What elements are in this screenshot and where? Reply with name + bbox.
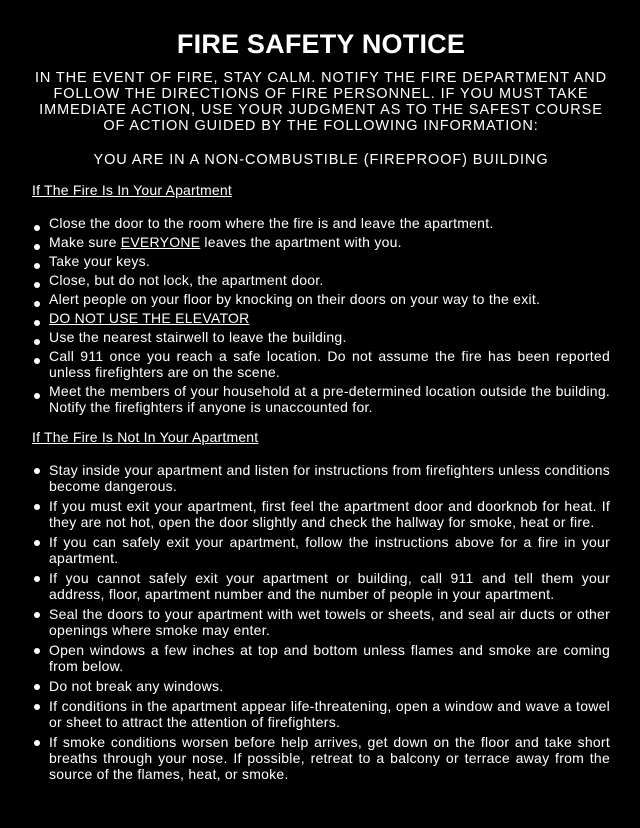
list-item: If smoke conditions worsen before help arrives, get down on the floor and take short breaths through your nose. If possible, retreat to a balcony or terrace away from the source of the flames, heat, or smoke.: [32, 734, 610, 782]
list-item: If you can safely exit your apartment, follow the instructions above for a fire in your apartment.: [32, 534, 610, 566]
notice-title: FIRE SAFETY NOTICE: [176, 29, 466, 59]
list-item: DO NOT USE THE ELEVATOR: [32, 310, 610, 326]
list-item: Use the nearest stairwell to leave the building.: [32, 329, 610, 345]
list-item: Take your keys.: [32, 253, 610, 269]
list-item: Do not break any windows.: [32, 678, 610, 694]
list-item: Seal the doors to your apartment with wet towels or sheets, and seal air ducts or other openings where smoke may enter.: [32, 606, 610, 638]
list-item: Stay inside your apartment and listen for instructions from firefighters unless conditions become dangerous.: [32, 462, 610, 494]
item-text: Make sure: [49, 234, 121, 250]
section-heading-fire-in-apartment: If The Fire Is In Your Apartment: [32, 182, 232, 198]
list-item: Alert people on your floor by knocking on their doors on your way to the exit.: [32, 291, 610, 307]
list-item: If conditions in the apartment appear life-threatening, open a window and wave a towel or sheet to attract the attention of firefighters.: [32, 698, 610, 730]
list-item: Meet the members of your household at a pre-determined location outside the building. Notify the firefighters if anyone is unaccounted for.: [32, 383, 610, 415]
list-item: Call 911 once you reach a safe location. Do not assume the fire has been reported unless firefighters are on the scene.: [32, 348, 610, 380]
list-item: Close the door to the room where the fire is and leave the apartment.: [32, 215, 610, 231]
fire-in-apartment-list: [32, 215, 610, 415]
list-item: Open windows a few inches at top and bottom unless flames and smoke are coming from below.: [32, 642, 610, 674]
section-heading-fire-not-in-apartment: If The Fire Is Not In Your Apartment: [32, 429, 259, 445]
everyone-emphasis: EVERYONE: [120, 234, 201, 250]
building-type: YOU ARE IN A NON-COMBUSTIBLE (FIREPROOF) BUILDING: [93, 152, 549, 168]
fire-not-in-apartment-list: [32, 462, 610, 782]
list-item: If you cannot safely exit your apartment or building, call 911 and tell them your address, floor, apartment number and the number of people in your apartment.: [32, 570, 610, 602]
intro-text: IN THE EVENT OF FIRE, STAY CALM. NOTIFY THE FIRE DEPARTMENT AND FOLLOW THE DIRECTIONS OF FIRE PERSONNEL. IF YOU MUST TAKE IMMEDIATE ACTION, USE YOUR JUDGMENT AS TO THE SAFEST COURSE OF ACTION GUIDED BY THE FOLLOWING INFORMATION:: [34, 70, 608, 134]
list-item: [32, 234, 610, 250]
item-text: leaves the apartment with you.: [200, 234, 402, 250]
list-item: Close, but do not lock, the apartment door.: [32, 272, 610, 288]
list-item: If you must exit your apartment, first feel the apartment door and doorknob for heat. If they are not hot, open the door slightly and check the hallway for smoke, heat or fire.: [32, 498, 610, 530]
